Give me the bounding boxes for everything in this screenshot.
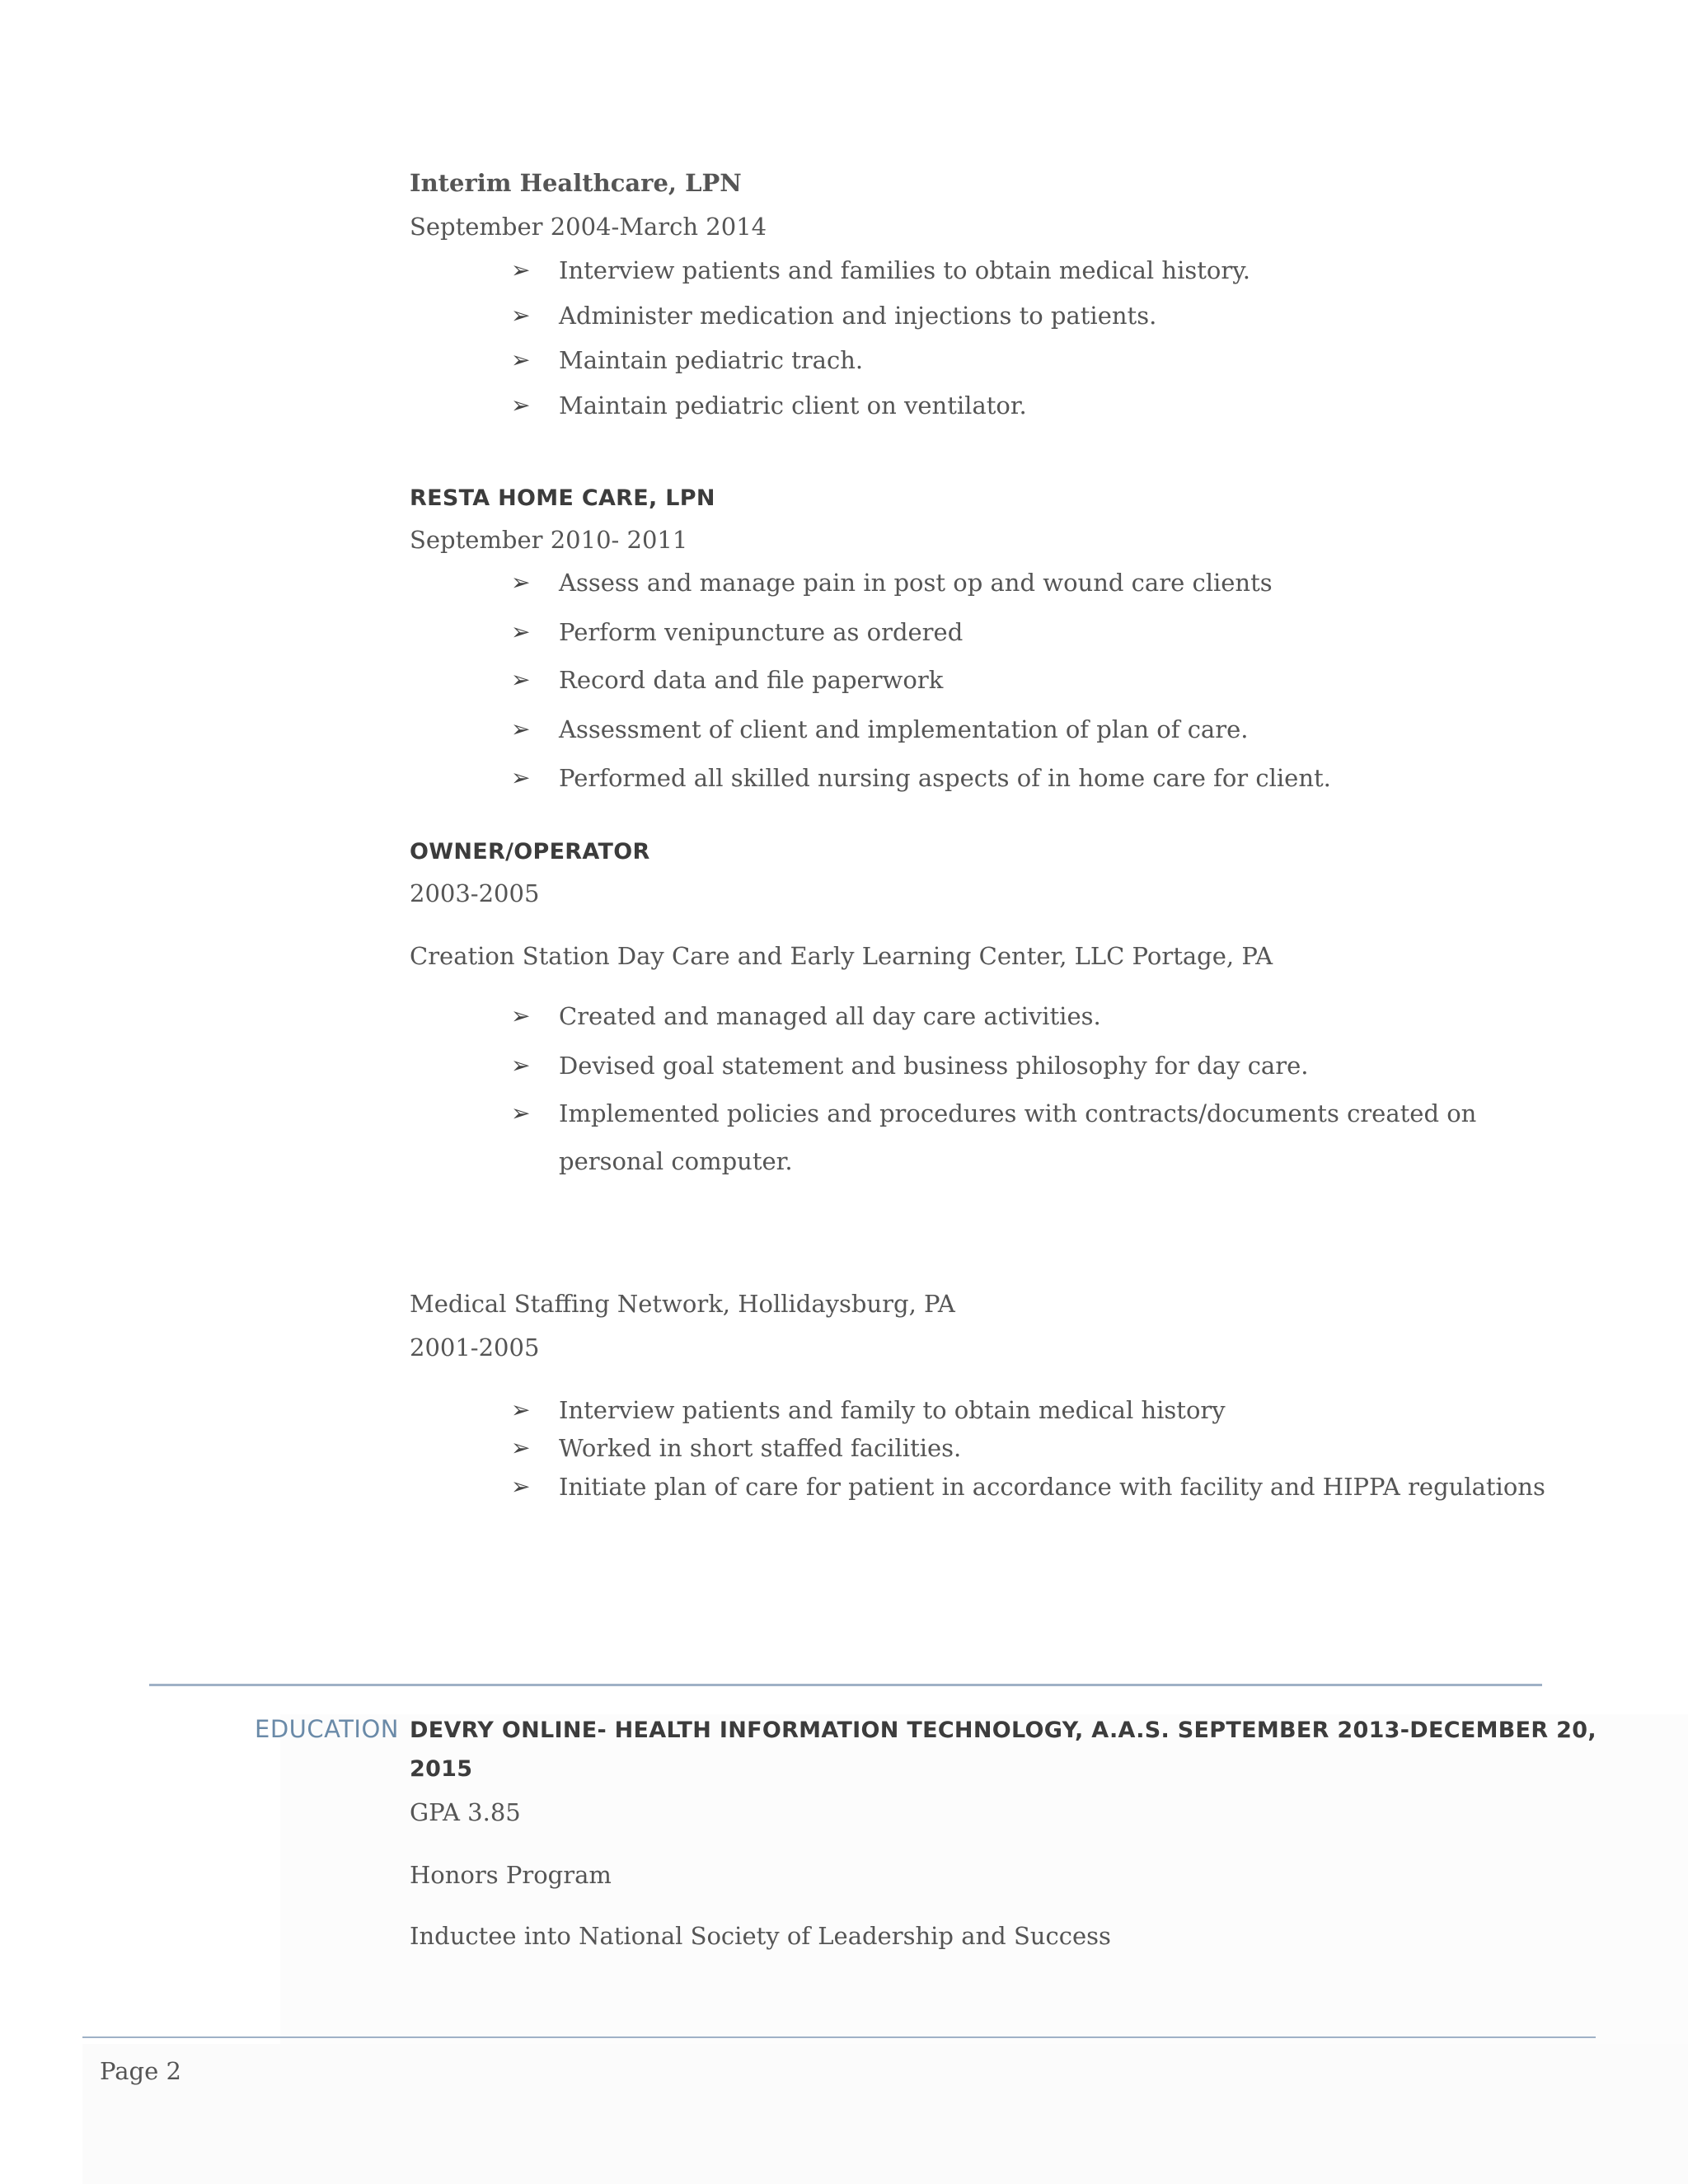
arrowhead-bullet-icon: ➢: [511, 1434, 531, 1461]
arrowhead-bullet-icon: ➢: [511, 1052, 531, 1079]
arrowhead-bullet-icon: ➢: [511, 715, 531, 743]
education-honors: Honors Program: [410, 1861, 612, 1889]
arrowhead-bullet-icon: ➢: [511, 391, 531, 419]
list-item-continuation: personal computer.: [559, 1147, 793, 1175]
arrowhead-bullet-icon: ➢: [511, 346, 531, 373]
arrowhead-bullet-icon: ➢: [511, 1473, 531, 1500]
page-number: Page 2: [100, 2057, 181, 2085]
employer-name: Creation Station Day Care and Early Learning Center, LLC Portage, PA: [410, 942, 1273, 970]
education-degree-year: 2015: [410, 1756, 473, 1782]
job-dates-owner: 2003-2005: [410, 879, 540, 907]
job-dates-resta: September 2010- 2011: [410, 526, 688, 554]
employer-name: Medical Staffing Network, Hollidaysburg, PA: [410, 1290, 955, 1318]
education-society: Inductee into National Society of Leadership and Success: [410, 1922, 1111, 1950]
footer-shade: [82, 2044, 1688, 2184]
job-dates-interim: September 2004-March 2014: [410, 213, 767, 241]
education-gpa: GPA 3.85: [410, 1798, 521, 1826]
section-divider: [149, 1684, 1542, 1686]
arrowhead-bullet-icon: ➢: [511, 1002, 531, 1029]
arrowhead-bullet-icon: ➢: [511, 256, 531, 284]
education-degree: DEVRY ONLINE- HEALTH INFORMATION TECHNOLOGY, A.A.S. SEPTEMBER 2013-DECEMBER 20,: [410, 1718, 1597, 1743]
job-title-resta: RESTA HOME CARE, LPN: [410, 485, 715, 511]
job-dates-msn: 2001-2005: [410, 1333, 540, 1361]
arrowhead-bullet-icon: ➢: [511, 666, 531, 693]
job-title-interim: Interim Healthcare, LPN: [410, 169, 742, 197]
arrowhead-bullet-icon: ➢: [511, 1099, 531, 1127]
arrowhead-bullet-icon: ➢: [511, 1396, 531, 1423]
job-title-owner: OWNER/OPERATOR: [410, 839, 650, 865]
arrowhead-bullet-icon: ➢: [511, 618, 531, 645]
arrowhead-bullet-icon: ➢: [511, 764, 531, 791]
education-label: EDUCATION: [255, 1715, 400, 1743]
arrowhead-bullet-icon: ➢: [511, 302, 531, 329]
arrowhead-bullet-icon: ➢: [511, 569, 531, 596]
footer-divider: [82, 2036, 1596, 2038]
